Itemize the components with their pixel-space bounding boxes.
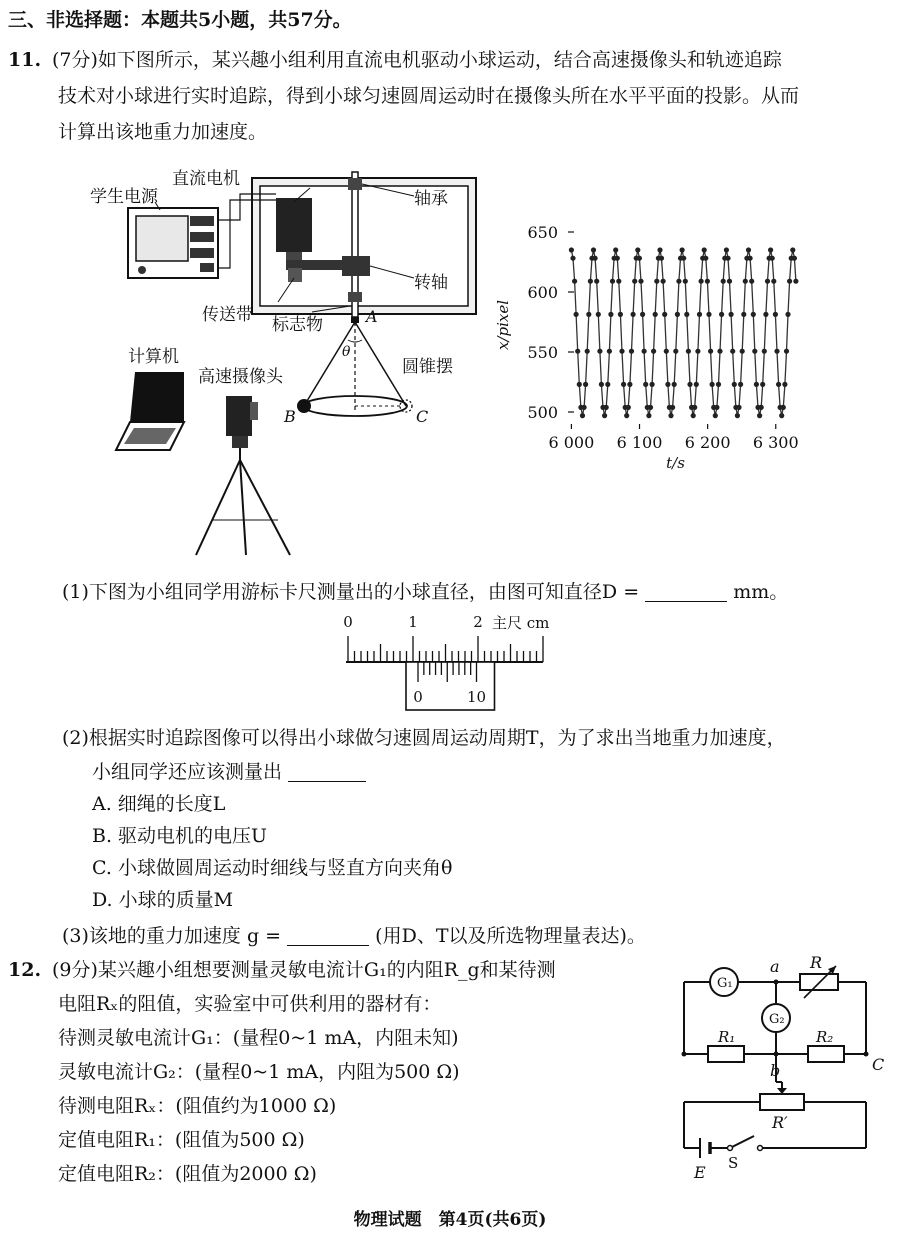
data-point bbox=[752, 349, 757, 354]
data-point bbox=[607, 349, 612, 354]
data-point bbox=[751, 312, 756, 317]
data-point bbox=[703, 256, 708, 261]
y-axis-label: x/pixel bbox=[494, 299, 512, 351]
data-point bbox=[631, 312, 636, 317]
data-point bbox=[732, 382, 737, 387]
data-point bbox=[670, 405, 675, 410]
label-node-c: C bbox=[872, 1055, 885, 1074]
data-point bbox=[657, 247, 662, 252]
data-point bbox=[640, 312, 645, 317]
data-point bbox=[754, 382, 759, 387]
data-point bbox=[762, 349, 767, 354]
data-point bbox=[776, 382, 781, 387]
x-tick-label: 6 000 bbox=[548, 433, 595, 452]
q11-part1-text: (1)下图为小组同学用游标卡尺测量出的小球直径，由图可知直径D = bbox=[62, 581, 640, 603]
data-point bbox=[619, 349, 624, 354]
data-point bbox=[650, 382, 655, 387]
y-tick-label: 600 bbox=[527, 283, 558, 302]
data-point bbox=[781, 405, 786, 410]
data-point bbox=[749, 279, 754, 284]
data-point bbox=[746, 247, 751, 252]
q12-number: 12. bbox=[8, 959, 42, 981]
section-title: 三、非选择题：本题共5小题，共57分。 bbox=[8, 9, 352, 31]
diameter-blank[interactable] bbox=[645, 581, 727, 602]
data-point bbox=[760, 382, 765, 387]
data-point bbox=[597, 349, 602, 354]
data-point bbox=[790, 247, 795, 252]
data-point bbox=[610, 279, 615, 284]
data-point bbox=[787, 279, 792, 284]
rheostat-icon bbox=[760, 1094, 804, 1110]
caliper-vernier-tick: 0 bbox=[413, 688, 423, 706]
data-point bbox=[683, 279, 688, 284]
data-point bbox=[705, 279, 710, 284]
label-r1: R₁ bbox=[718, 1028, 736, 1046]
data-point bbox=[586, 312, 591, 317]
data-point bbox=[653, 312, 658, 317]
q12-line-2: 电阻Rₓ的阻值，实验室中可供利用的器材有： bbox=[58, 993, 442, 1015]
data-point bbox=[575, 349, 580, 354]
data-point bbox=[638, 279, 643, 284]
data-point bbox=[740, 349, 745, 354]
option-a: A. 细绳的长度L bbox=[92, 793, 226, 815]
label-rp: R′ bbox=[772, 1113, 788, 1132]
data-point bbox=[727, 279, 732, 284]
label-camera: 高速摄像头 bbox=[198, 367, 283, 387]
chart-points bbox=[569, 247, 799, 418]
q11-part1 bbox=[62, 576, 788, 608]
data-point bbox=[763, 312, 768, 317]
data-point bbox=[574, 312, 579, 317]
q11-intro-line-2: 技术对小球进行实时追踪，得到小球匀速圆周运动时在摄像头所在水平平面的投影。从而 bbox=[58, 85, 800, 107]
vernier-caliper bbox=[336, 612, 576, 714]
label-g2: G₂ bbox=[769, 1012, 785, 1027]
data-point bbox=[681, 256, 686, 261]
q12-line-6: 定值电阻R₁：(阻值为500 Ω) bbox=[58, 1129, 305, 1151]
data-point bbox=[588, 279, 593, 284]
label-pendulum: 圆锥摆 bbox=[402, 357, 453, 377]
data-point bbox=[721, 279, 726, 284]
q11-part2-line-2 bbox=[92, 756, 366, 788]
data-point bbox=[646, 413, 651, 418]
label-power: 学生电源 bbox=[90, 187, 158, 207]
q12-line-4: 灵敏电流计G₂：(量程0~1 mA，内阻为500 Ω) bbox=[58, 1061, 460, 1083]
data-point bbox=[695, 349, 700, 354]
data-point bbox=[591, 247, 596, 252]
q11-intro-line-1: (7分)如下图所示，某兴趣小组利用直流电机驱动小球运动，结合高速摄像头和轨迹追踪 bbox=[52, 49, 782, 71]
data-point bbox=[593, 256, 598, 261]
cone-pendulum bbox=[297, 322, 412, 416]
label-node-b: b bbox=[770, 1061, 781, 1080]
series-line bbox=[571, 250, 796, 416]
q11-part3 bbox=[62, 920, 646, 952]
data-point bbox=[594, 279, 599, 284]
data-point bbox=[596, 312, 601, 317]
label-g1: G₁ bbox=[717, 976, 733, 991]
data-point bbox=[572, 279, 577, 284]
caliper-main-tick: 2 bbox=[473, 613, 483, 631]
label-belt: 传送带 bbox=[202, 305, 253, 325]
resistor-r1-icon bbox=[708, 1046, 744, 1062]
x-axis-label: t/s bbox=[666, 454, 685, 472]
data-point bbox=[774, 349, 779, 354]
camera-icon bbox=[196, 396, 290, 555]
data-point bbox=[651, 349, 656, 354]
data-point bbox=[697, 312, 702, 317]
label-bearing: 轴承 bbox=[414, 189, 448, 209]
data-point bbox=[673, 349, 678, 354]
label-point-b: B bbox=[284, 407, 296, 426]
data-point bbox=[710, 382, 715, 387]
data-point bbox=[605, 382, 610, 387]
option-d: D. 小球的质量M bbox=[92, 889, 234, 911]
data-point bbox=[627, 382, 632, 387]
data-point bbox=[659, 256, 664, 261]
data-point bbox=[717, 349, 722, 354]
data-point bbox=[757, 413, 762, 418]
data-point bbox=[765, 279, 770, 284]
data-point bbox=[724, 247, 729, 252]
data-point bbox=[618, 312, 623, 317]
x-tick-label: 6 300 bbox=[752, 433, 799, 452]
y-tick-label: 500 bbox=[527, 403, 558, 422]
data-point bbox=[687, 382, 692, 387]
laptop-icon bbox=[116, 372, 184, 450]
q12-line-1: (9分)某兴趣小组想要测量灵敏电流计G₁的内阻R_g和某待测 bbox=[52, 959, 556, 981]
data-point bbox=[642, 349, 647, 354]
data-point bbox=[604, 405, 609, 410]
data-point bbox=[716, 382, 721, 387]
power-supply-icon bbox=[128, 208, 218, 278]
option-c: C. 小球做圆周运动时细线与竖直方向夹角θ bbox=[92, 857, 453, 879]
data-point bbox=[675, 312, 680, 317]
x-tick-label: 6 200 bbox=[684, 433, 731, 452]
q12-line-7: 定值电阻R₂：(阻值为2000 Ω) bbox=[58, 1163, 317, 1185]
data-point bbox=[632, 279, 637, 284]
data-point bbox=[729, 312, 734, 317]
data-point bbox=[694, 382, 699, 387]
caliper-main-label: 主尺 cm bbox=[492, 614, 550, 632]
data-point bbox=[785, 312, 790, 317]
data-point bbox=[771, 279, 776, 284]
data-point bbox=[782, 382, 787, 387]
data-point bbox=[582, 405, 587, 410]
caliper-scale bbox=[343, 613, 549, 710]
caliper-main-tick: 1 bbox=[408, 613, 418, 631]
chart-labels bbox=[494, 223, 799, 472]
data-point bbox=[599, 382, 604, 387]
q11-number: 11. bbox=[8, 49, 42, 71]
data-point bbox=[686, 349, 691, 354]
data-point bbox=[792, 256, 797, 261]
data-point bbox=[784, 349, 789, 354]
data-point bbox=[748, 256, 753, 261]
q12-line-5: 待测电阻Rₓ：(阻值约为1000 Ω) bbox=[58, 1095, 337, 1117]
caliper-vernier-tick: 10 bbox=[466, 688, 487, 706]
data-point bbox=[770, 256, 775, 261]
q11-part2-line-1: (2)根据实时追踪图像可以得出小球做匀速圆周运动周期T，为了求出当地重力加速度， bbox=[62, 727, 786, 749]
q11-part3-tail: (用D、T以及所选物理量表达)。 bbox=[375, 925, 646, 947]
q11-intro-line-3: 计算出该地重力加速度。 bbox=[58, 121, 268, 143]
q11-part1-unit: mm。 bbox=[733, 581, 789, 603]
data-point bbox=[635, 247, 640, 252]
data-point bbox=[736, 405, 741, 410]
data-point bbox=[714, 405, 719, 410]
data-point bbox=[570, 256, 575, 261]
data-point bbox=[702, 247, 707, 252]
label-marker: 标志物 bbox=[272, 315, 323, 335]
label-node-a: a bbox=[770, 957, 780, 976]
label-point-a: A bbox=[366, 307, 378, 326]
data-point bbox=[738, 382, 743, 387]
circuit-diagram bbox=[670, 952, 890, 1184]
data-point bbox=[583, 382, 588, 387]
gravity-blank[interactable] bbox=[287, 925, 369, 946]
data-point bbox=[643, 382, 648, 387]
page-footer: 物理试题 第4页(共6页) bbox=[353, 1210, 547, 1230]
y-tick-label: 550 bbox=[527, 343, 558, 362]
label-r: R bbox=[810, 953, 823, 972]
data-point bbox=[577, 382, 582, 387]
data-point bbox=[719, 312, 724, 317]
data-point bbox=[692, 405, 697, 410]
label-e: E bbox=[694, 1163, 706, 1182]
label-computer: 计算机 bbox=[128, 347, 179, 367]
data-point bbox=[637, 256, 642, 261]
data-point bbox=[668, 413, 673, 418]
data-point bbox=[680, 247, 685, 252]
data-point bbox=[665, 382, 670, 387]
data-point bbox=[608, 312, 613, 317]
q12-line-3: 待测灵敏电流计G₁：(量程0~1 mA，内阻未知) bbox=[58, 1027, 459, 1049]
data-point bbox=[725, 256, 730, 261]
data-point bbox=[699, 279, 704, 284]
data-point bbox=[684, 312, 689, 317]
data-point bbox=[626, 405, 631, 410]
data-point bbox=[654, 279, 659, 284]
data-point bbox=[730, 349, 735, 354]
chart-series bbox=[571, 250, 796, 416]
data-point bbox=[624, 413, 629, 418]
caliper-main-tick: 0 bbox=[343, 613, 353, 631]
apparatus-figure bbox=[80, 160, 500, 570]
data-point bbox=[613, 247, 618, 252]
data-point bbox=[773, 312, 778, 317]
data-point bbox=[741, 312, 746, 317]
y-tick-label: 650 bbox=[527, 223, 558, 242]
label-motor: 直流电机 bbox=[172, 169, 240, 189]
data-point bbox=[768, 247, 773, 252]
data-point bbox=[779, 413, 784, 418]
data-point bbox=[580, 413, 585, 418]
label-shaft: 转轴 bbox=[414, 273, 448, 293]
battery-icon bbox=[700, 1138, 710, 1158]
data-point bbox=[691, 413, 696, 418]
q11-part2-text: 小组同学还应该测量出 bbox=[92, 761, 283, 783]
data-point bbox=[664, 349, 669, 354]
data-point bbox=[706, 312, 711, 317]
data-point bbox=[569, 247, 574, 252]
tracking-chart bbox=[488, 212, 818, 480]
resistor-r2-icon bbox=[808, 1046, 844, 1062]
data-point bbox=[676, 279, 681, 284]
data-point bbox=[585, 349, 590, 354]
data-point bbox=[735, 413, 740, 418]
data-point bbox=[661, 279, 666, 284]
label-point-c: C bbox=[416, 407, 429, 426]
data-point bbox=[662, 312, 667, 317]
data-point bbox=[615, 256, 620, 261]
data-point bbox=[672, 382, 677, 387]
data-point bbox=[602, 413, 607, 418]
option-b: B. 驱动电机的电压U bbox=[92, 825, 268, 847]
label-theta: θ bbox=[342, 344, 351, 360]
data-point bbox=[793, 279, 798, 284]
label-r2: R₂ bbox=[816, 1028, 834, 1046]
data-point bbox=[743, 279, 748, 284]
data-point bbox=[621, 382, 626, 387]
data-point bbox=[648, 405, 653, 410]
data-point bbox=[713, 413, 718, 418]
measure-blank[interactable] bbox=[288, 761, 366, 782]
data-point bbox=[708, 349, 713, 354]
x-tick-label: 6 100 bbox=[616, 433, 663, 452]
data-point bbox=[759, 405, 764, 410]
data-point bbox=[629, 349, 634, 354]
label-s: S bbox=[728, 1154, 739, 1172]
data-point bbox=[616, 279, 621, 284]
q11-part3-text: (3)该地的重力加速度 g = bbox=[62, 925, 282, 947]
